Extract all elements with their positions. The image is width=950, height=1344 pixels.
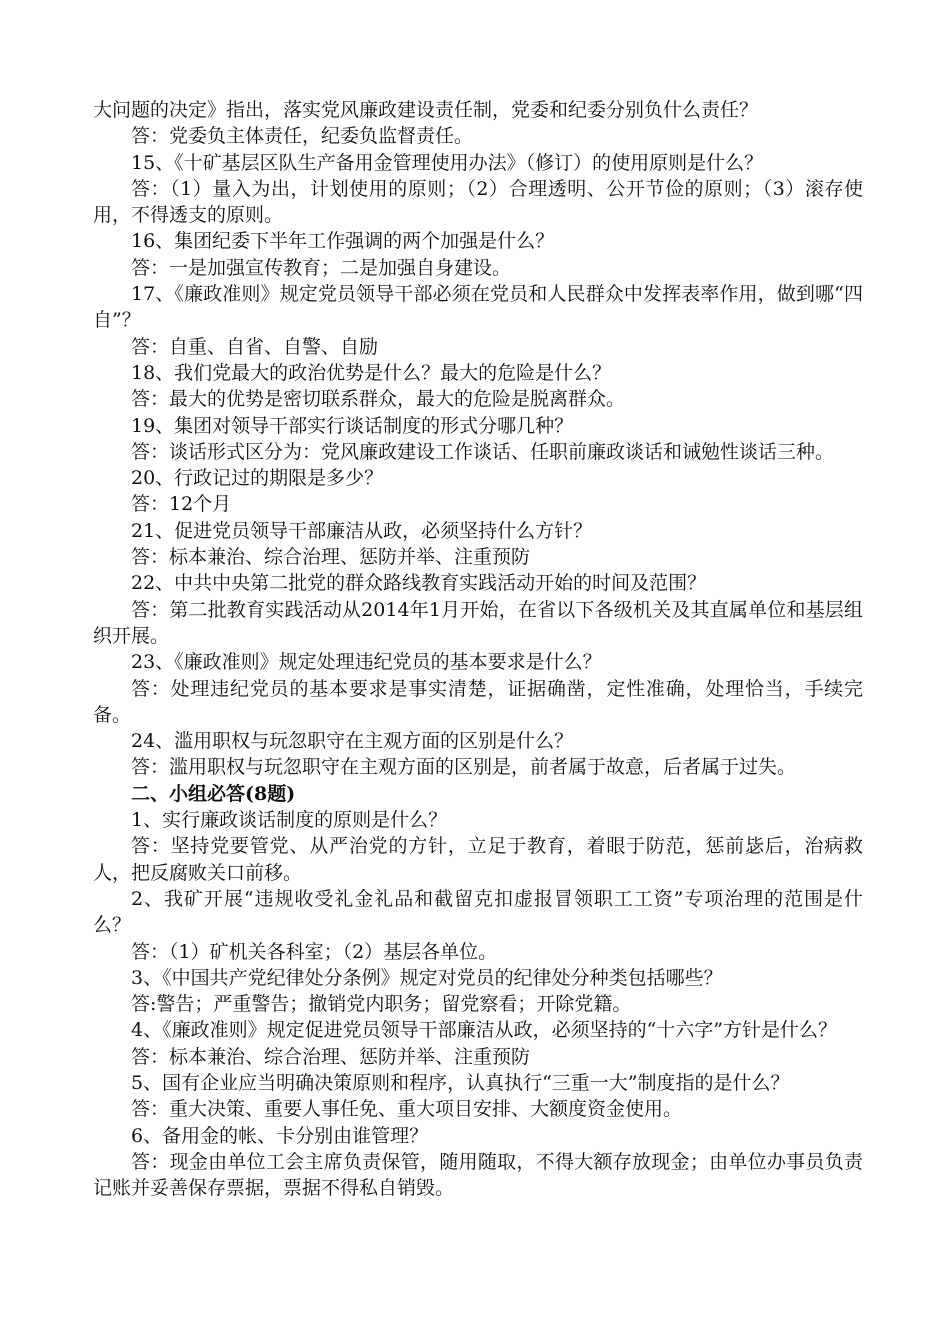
question-paragraph: 15、《十矿基层区队生产备用金管理使用办法》（修订）的使用原则是什么？ — [131, 151, 764, 174]
question-paragraph: 16、集团纪委下半年工作强调的两个加强是什么？ — [131, 230, 555, 253]
answer-paragraph: 答：谈话形式区分为：党风廉政建设工作谈话、任职前廉政谈话和诫勉性谈话三种。 — [131, 440, 835, 463]
question-paragraph: 22、中共中央第二批党的群众路线教育实践活动开始的时间及范围？ — [131, 572, 707, 595]
question-paragraph: 17、《廉政准则》规定党员领导干部必须在党员和人民群众中发挥表率作用，做到哪“四自”？ — [93, 283, 863, 332]
answer-paragraph: 答：标本兼治、综合治理、惩防并举、注重预防 — [131, 1045, 531, 1068]
question-paragraph: 2、我矿开展“违规收受礼金礼品和截留克扣虚报冒领职工工资”专项治理的范围是什么？ — [93, 887, 863, 937]
section-heading: 二、小组必答(8题) — [131, 782, 296, 805]
answer-paragraph: 答：12个月 — [131, 493, 232, 516]
answer-paragraph: 答：坚持党要管党、从严治党的方针，立足于教育，着眼于防范，惩前毖后，治病救人，把反腐败关口前移。 — [93, 835, 863, 884]
answer-paragraph: 答：第二批教育实践活动从2014年1月开始，在省以下各级机关及其直属单位和基层组织开展。 — [93, 598, 863, 647]
question-paragraph: 24、滥用职权与玩忽职守在主观方面的区别是什么？ — [131, 730, 574, 753]
answer-paragraph: 答：现金由单位工会主席负责保管，随用随取，不得大额存放现金；由单位办事员负责记账并妥善保存票据，票据不得私自销毁。 — [93, 1150, 863, 1200]
question-paragraph: 23、《廉政准则》规定处理违纪党员的基本要求是什么？ — [131, 651, 602, 674]
question-paragraph: 1、实行廉政谈话制度的原则是什么？ — [131, 809, 448, 832]
paragraph-continued: 大问题的决定》指出，落实党风廉政建设责任制，党委和纪委分别负什么责任？ — [93, 99, 759, 121]
answer-paragraph: 答：（1）量入为出，计划使用的原则；（2）合理透明、公开节俭的原则；（3）滚存使用，不得透支的原则。 — [93, 177, 863, 227]
document-page — [93, 97, 863, 1201]
question-paragraph: 3、《中国共产党纪律处分条例》规定对党员的纪律处分种类包括哪些？ — [131, 966, 723, 989]
question-paragraph: 6、备用金的帐、卡分别由谁管理？ — [131, 1124, 429, 1147]
question-paragraph: 20、行政记过的期限是多少？ — [131, 467, 384, 490]
question-paragraph: 4、《廉政准则》规定促进党员领导干部廉洁从政，必须坚持的“十六字”方针是什么？ — [131, 1019, 838, 1042]
answer-paragraph: 答：标本兼治、综合治理、惩防并举、注重预防 — [131, 546, 531, 569]
answer-paragraph: 答：党委负主体责任，纪委负监督责任。 — [131, 125, 474, 148]
answer-paragraph: 答：自重、自省、自警、自励 — [131, 335, 379, 358]
question-paragraph: 19、集团对领导干部实行谈话制度的形式分哪几种？ — [131, 414, 574, 437]
answer-paragraph: 答:警告；严重警告；撤销党内职务；留党察看；开除党籍。 — [131, 993, 632, 1016]
question-paragraph: 21、促进党员领导干部廉洁从政，必须坚持什么方针？ — [131, 519, 593, 542]
question-paragraph: 5、国有企业应当明确决策原则和程序，认真执行“三重一大”制度指的是什么？ — [131, 1071, 790, 1094]
answer-paragraph: 答：重大决策、重要人事任免、重大项目安排、大额度资金使用。 — [131, 1098, 683, 1121]
answer-paragraph: 答：一是加强宣传教育；二是加强自身建设。 — [131, 256, 512, 279]
answer-paragraph: 答：最大的优势是密切联系群众，最大的危险是脱离群众。 — [131, 388, 626, 411]
answer-paragraph: 答：滥用职权与玩忽职守在主观方面的区别是，前者属于故意，后者属于过失。 — [131, 756, 797, 779]
question-paragraph: 18、我们党最大的政治优势是什么？最大的危险是什么？ — [131, 361, 612, 384]
answer-paragraph: 答：处理违纪党员的基本要求是事实清楚，证据确凿，定性准确，处理恰当，手续完备。 — [93, 677, 863, 726]
answer-paragraph: 答：（1）矿机关各科室；（2）基层各单位。 — [131, 940, 498, 963]
